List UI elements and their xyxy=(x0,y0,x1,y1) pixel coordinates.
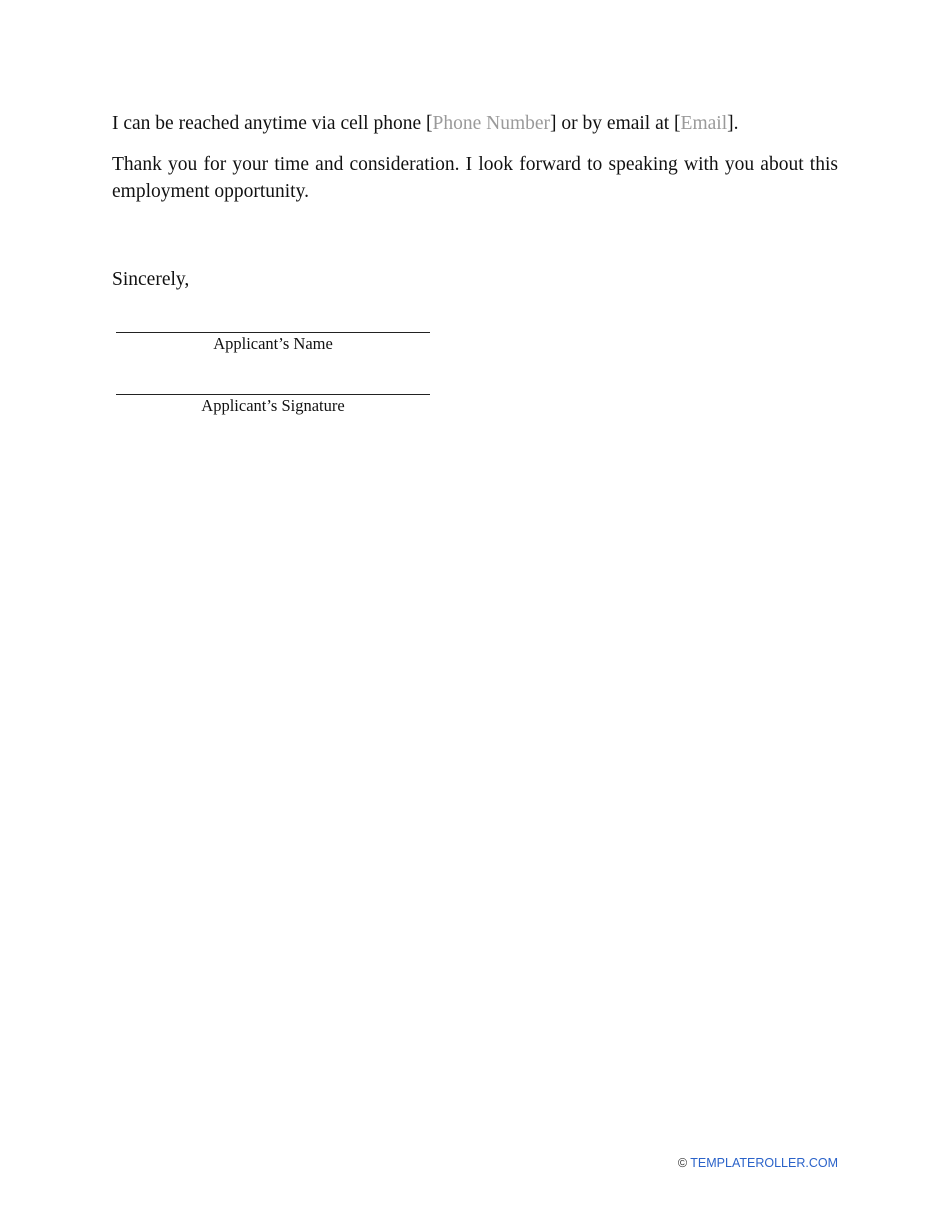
copyright-symbol: © xyxy=(677,1156,688,1170)
contact-text-before-phone: I can be reached anytime via cell phone [ xyxy=(112,113,433,134)
phone-number-placeholder: Phone Number xyxy=(432,113,551,134)
contact-text-between: ] or by email at [ xyxy=(550,113,681,134)
applicant-name-line xyxy=(116,332,430,333)
applicant-name-block xyxy=(116,332,430,354)
applicant-name-label: Applicant’s Name xyxy=(213,334,333,353)
applicant-signature-block xyxy=(116,394,430,416)
applicant-signature-line xyxy=(116,394,430,395)
thanks-paragraph: Thank you for your time and consideration. I look forward to speaking with you about this employment opportunity. xyxy=(112,154,838,202)
contact-text-after-email: ]. xyxy=(727,113,739,134)
templateroller-link[interactable]: TEMPLATEROLLER.COM xyxy=(690,1156,838,1170)
email-placeholder: Email xyxy=(680,113,728,134)
footer-copyright xyxy=(678,1155,838,1171)
contact-paragraph xyxy=(112,110,838,137)
closing-salutation: Sincerely, xyxy=(112,269,190,290)
applicant-signature-label: Applicant’s Signature xyxy=(201,396,345,415)
